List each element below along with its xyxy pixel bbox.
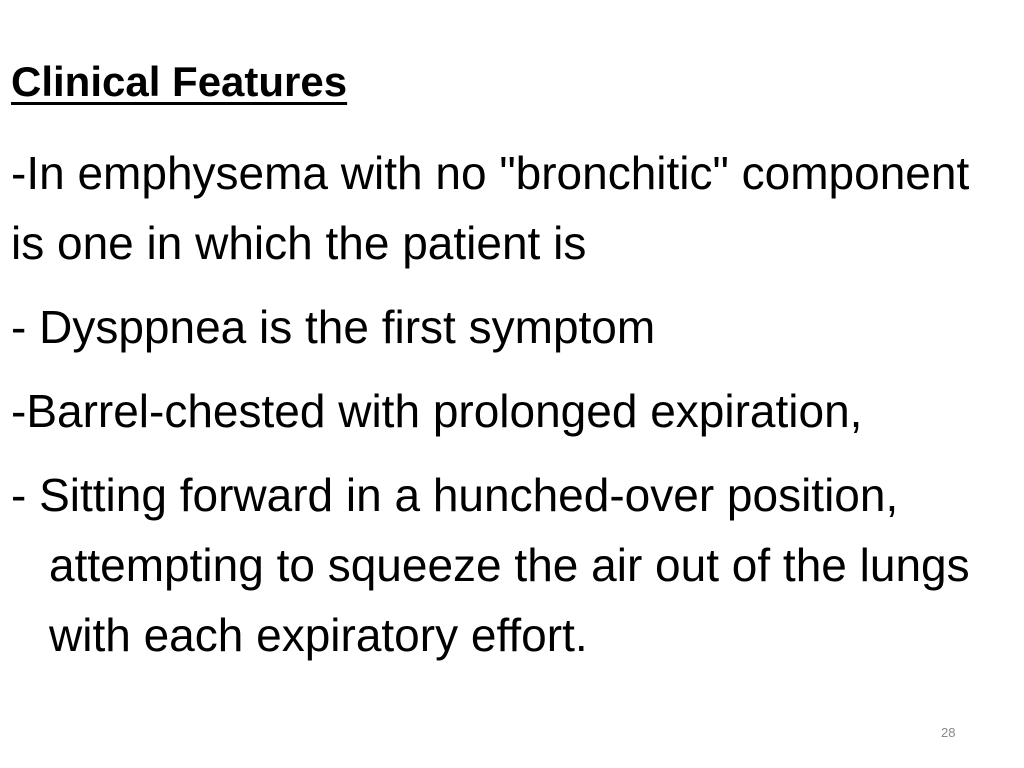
bullet-emphysema: -In emphysema with no "bronchitic" component is one in which the patient is <box>11 147 970 269</box>
slide-body <box>11 138 1021 670</box>
page-number: 28 <box>941 725 956 740</box>
bullet-dyspnea: - Dysppnea is the first symptom <box>11 301 656 353</box>
slide-title: Clinical Features <box>11 58 348 105</box>
bullet-sitting-forward: - Sitting forward in a hunched-over position, attempting to squeeze the air out of the lungs with each expiratory effort. <box>11 469 970 661</box>
bullet-barrel-chested: -Barrel-chested with prolonged expiration, <box>11 385 863 437</box>
